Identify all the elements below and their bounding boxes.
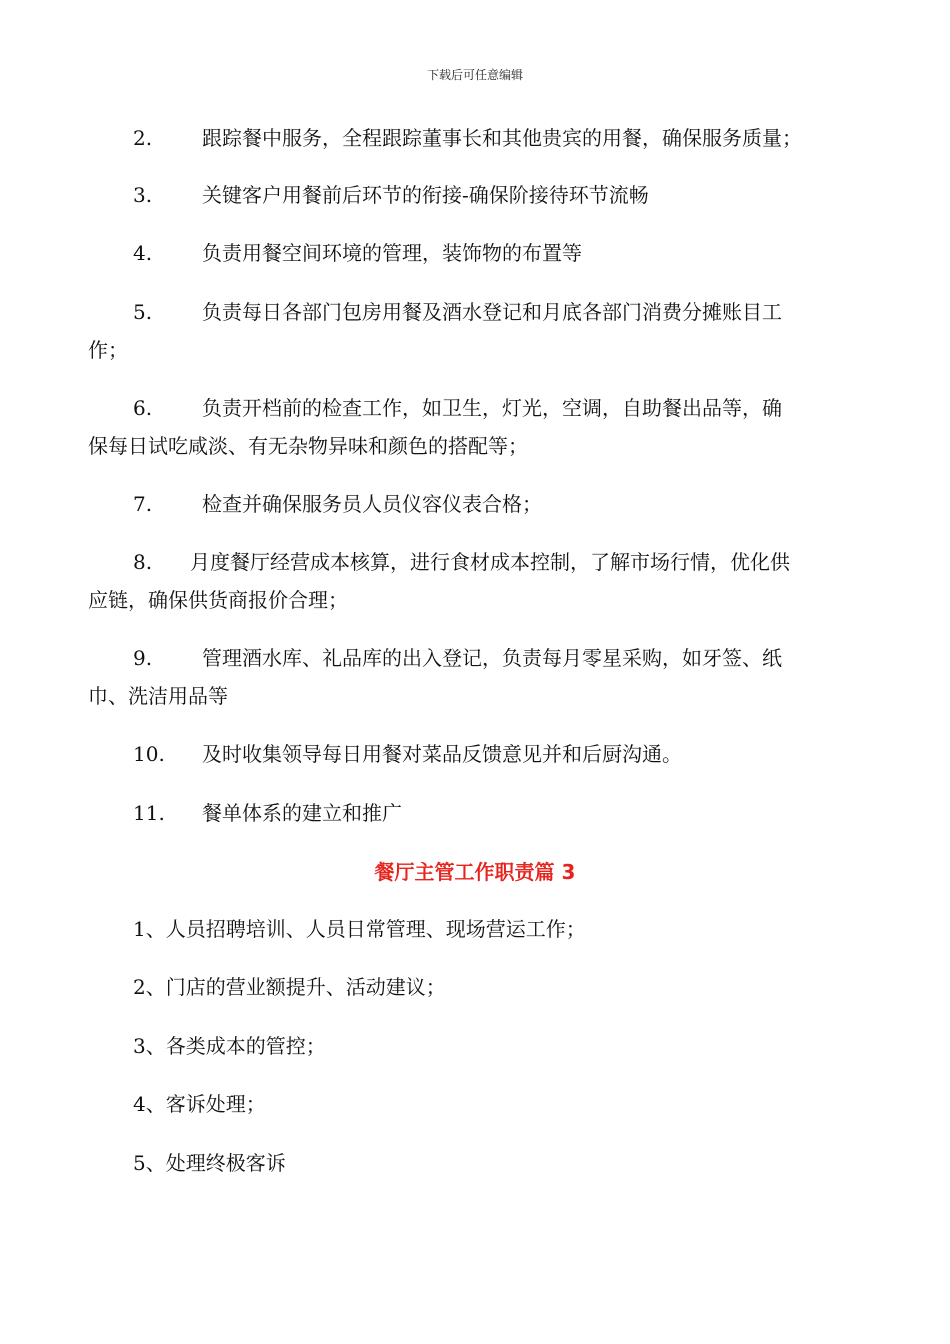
item-text: 跟踪餐中服务，全程跟踪董事长和其他贵宾的用餐，确保服务质量；	[202, 126, 802, 150]
item-number: 4.	[133, 241, 153, 265]
list-item: 1、人员招聘培训、人员日常管理、现场营运工作；	[133, 917, 586, 941]
item-text: 餐单体系的建立和推广	[202, 801, 402, 825]
item-text: 负责开档前的检查工作，如卫生，灯光，空调，自助餐出品等，确	[202, 396, 782, 420]
item-number: 9.	[133, 646, 153, 670]
item-number: 6.	[133, 396, 153, 420]
item-number: 3.	[133, 183, 153, 207]
list-item: 2、门店的营业额提升、活动建议；	[133, 975, 446, 999]
item-text: 负责每日各部门包房用餐及酒水登记和月底各部门消费分摊账目工	[202, 300, 782, 324]
item-text: 月度餐厅经营成本核算，进行食材成本控制，了解市场行情，优化供	[190, 550, 790, 574]
item-number: 11.	[133, 801, 165, 825]
item-number: 7.	[133, 492, 153, 516]
item-text: 关键客户用餐前后环节的衔接-确保阶接待环节流畅	[202, 183, 649, 207]
item-number: 8.	[133, 550, 153, 574]
item-text: 及时收集领导每日用餐对菜品反馈意见并和后厨沟通。	[202, 742, 682, 766]
item-text-continuation: 应链，确保供货商报价合理；	[88, 588, 348, 612]
item-number: 10.	[133, 742, 165, 766]
item-number: 5.	[133, 300, 153, 324]
item-text: 管理酒水库、礼品库的出入登记，负责每月零星采购，如牙签、纸	[202, 646, 782, 670]
item-text-continuation: 作；	[88, 338, 128, 362]
item-text-continuation: 巾、洗洁用品等	[88, 684, 228, 708]
list-item: 3、各类成本的管控；	[133, 1034, 326, 1058]
page-header: 下载后可任意编辑	[426, 68, 523, 82]
item-number: 2.	[133, 126, 153, 150]
item-text: 检查并确保服务员人员仪容仪表合格；	[202, 492, 542, 516]
list-item: 5、处理终极客诉	[133, 1151, 286, 1175]
section-title: 餐厅主管工作职责篇 3	[374, 860, 576, 884]
item-text: 负责用餐空间环境的管理，装饰物的布置等	[202, 241, 582, 265]
list-item: 4、客诉处理；	[133, 1092, 266, 1116]
item-text-continuation: 保每日试吃咸淡、有无杂物异味和颜色的搭配等；	[88, 434, 528, 458]
